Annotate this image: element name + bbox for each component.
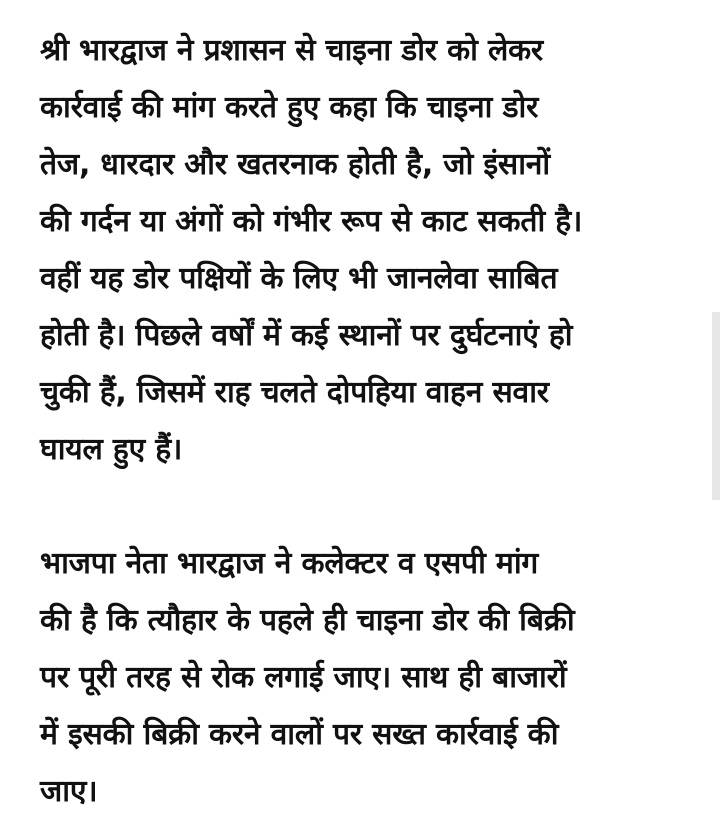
- paragraph-line: में इसकी बिक्री करने वालों पर सख्त कार्रवाई की: [40, 717, 559, 752]
- paragraph-1: [40, 22, 680, 478]
- paragraph-line: कार्रवाई की मांग करते हुए कहा कि चाइना डोर: [40, 90, 539, 125]
- paragraph-line: श्री भारद्वाज ने प्रशासन से चाइना डोर को लेकर: [40, 33, 543, 68]
- paragraph-line: घायल हुए हैं।: [40, 432, 183, 467]
- paragraph-2: [40, 535, 680, 820]
- paragraph-line: जाए।: [40, 774, 98, 809]
- paragraph-line: चुकी हैं, जिसमें राह चलते दोपहिया वाहन सवार: [40, 375, 549, 410]
- paragraph-spacer: [40, 478, 680, 535]
- paragraph-line: की गर्दन या अंगों को गंभीर रूप से काट सकती है।: [40, 204, 583, 239]
- paragraph-line: तेज, धारदार और खतरनाक होती है, जो इंसानों: [40, 147, 550, 182]
- paragraph-line: होती है। पिछले वर्षों में कई स्थानों पर दुर्घटनाएं हो: [40, 318, 573, 353]
- paragraph-line: की है कि त्यौहार के पहले ही चाइना डोर की बिक्री: [40, 603, 575, 638]
- scrollbar[interactable]: [712, 312, 720, 500]
- paragraph-line: पर पूरी तरह से रोक लगाई जाए। साथ ही बाजारों: [40, 660, 567, 695]
- paragraph-line: भाजपा नेता भारद्वाज ने कलेक्टर व एसपी मांग: [40, 546, 539, 581]
- paragraph-line: वहीं यह डोर पक्षियों के लिए भी जानलेवा साबित: [40, 261, 558, 296]
- article-body: [40, 22, 680, 820]
